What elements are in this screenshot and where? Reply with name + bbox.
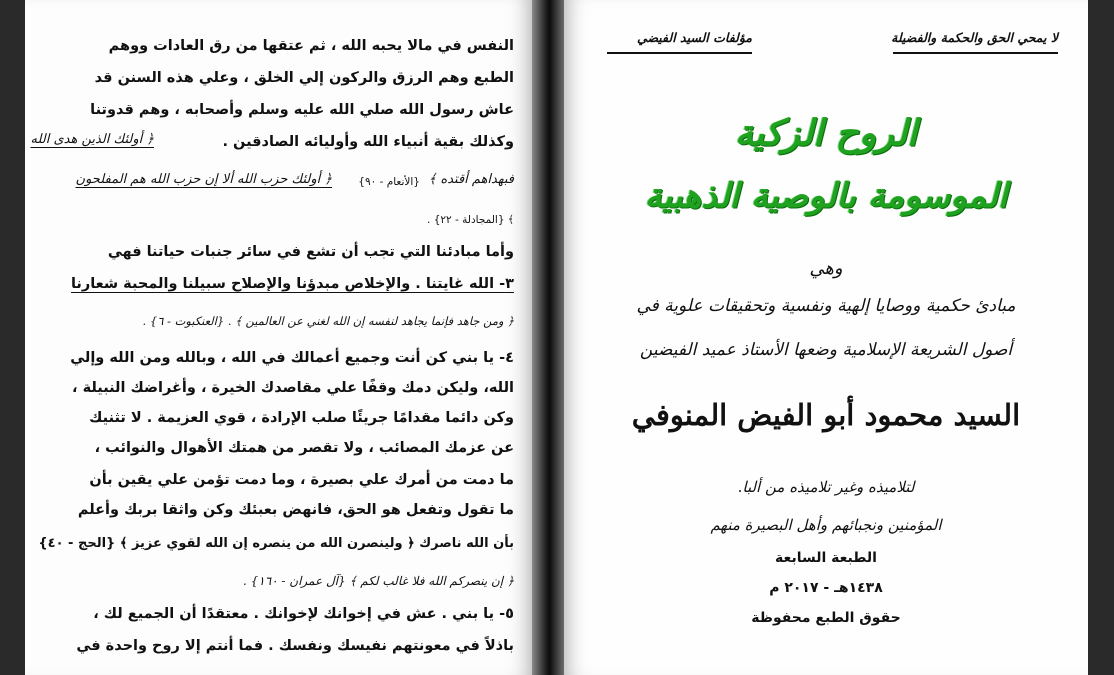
header-underline: [893, 52, 1058, 54]
quran-verse: فبهداهم أقتده ﴾: [428, 172, 514, 187]
text-line: الله، وليكن دمك وقفًا علي مقاصدك الخيرة ، وأغراضك النبيلة ،: [72, 380, 514, 396]
connector-word: وهي: [809, 258, 843, 279]
text-line: عاش رسول الله صلي الله عليه وسلم وأصحابه ، وهم قدوتنا: [90, 102, 514, 118]
publication-year: ١٤٣٨هـ - ٢٠١٧ م: [769, 580, 883, 596]
header-underline: [607, 52, 752, 54]
text-line: النفس في مالا يحبه الله ، ثم عتقها من رق العادات ووهم: [108, 38, 514, 54]
left-page: [25, 0, 532, 675]
text-line: باذلاً في معونتهم نفيسك ونفسك . فما أنتم إلا روح واحدة في: [76, 638, 514, 654]
book-title: الروح الزكية: [734, 112, 918, 154]
header-series: مؤلفات السيد الفيضي: [637, 30, 752, 45]
quran-verse: ﴿ أولئك الذين هدى الله: [30, 132, 154, 147]
verse-reference: ﴾ {المجادلة - ٢٢} .: [427, 214, 514, 226]
book-gutter: [532, 0, 564, 675]
dedication-line: المؤمنين ونجبائهم وأهل البصيرة منهم: [710, 516, 942, 534]
right-page: [564, 0, 1088, 675]
quran-verse: ﴿ ومن جاهد فإنما يجاهد لنفسه إن الله لغني عن العالمين ﴾ . {العنكبوت - ٦} .: [142, 314, 514, 328]
text-line: ٥- يا بني . عش في إخوانك لإخوانك . معتقدًا أن الجميع لك ،: [93, 606, 514, 622]
text-line: وكذلك بقية أنبياء الله وأوليائه الصادقين .: [222, 134, 514, 150]
text-line: بأن الله ناصرك ﴿ ولينصرن الله من ينصره إن الله لقوي عزيز ﴾ {الحج - ٤٠}: [38, 536, 514, 551]
text-line: ٣- الله غايتنا . والإخلاص مبدؤنا والإصلاح سبيلنا والمحبة شعارنا: [70, 276, 514, 292]
description-line: مبادئ حكمية ووصايا إلهية ونفسية وتحقيقات علوية في: [636, 296, 1016, 316]
text-line: عن عزمك المصائب ، ولا تقصر من همتك الأهوال والنوائب ،: [94, 440, 514, 456]
quran-verse: ﴿ أولئك حزب الله ألا إن حزب الله هم المفلحون: [75, 172, 332, 187]
copyright-notice: حقوق الطبع محفوظة: [751, 610, 901, 626]
text-line: ٤- يا بني كن أنت وجميع أعمالك في الله ، وبالله ومن الله وإلي: [70, 350, 514, 366]
text-line: وأما مبادئنا التي تجب أن تشع في سائر جنبات حياتنا فهي: [107, 244, 514, 260]
verse-reference: {الأنعام - ٩٠}: [358, 176, 420, 188]
text-line: ما دمت من أمرك علي بصيرة ، وما دمت تؤمن علي يقين بأن: [89, 472, 514, 488]
description-line: أصول الشريعة الإسلامية وضعها الأستاذ عميد الفيضين: [639, 340, 1013, 360]
dedication-line: لتلاميذه وغير تلاميذه من ألبا.: [737, 478, 915, 496]
text-line: وكن دائما مقدامًا جريئًا صلب الإرادة ، قوي العزيمة . لا تثنيك: [89, 410, 514, 426]
book-subtitle: الموسومة بالوصية الذهبية: [644, 176, 1008, 216]
header-motto: لا يمحي الحق والحكمة والفضيلة: [891, 30, 1058, 45]
edition-label: الطبعة السابعة: [775, 550, 877, 566]
text-line: الطبع وهم الرزق والركون إلي الخلق ، وعلي هذه السنن قد: [94, 70, 514, 86]
author-name: السيد محمود أبو الفيض المنوفي: [631, 398, 1021, 432]
text-line: ما تقول وتفعل هو الحق، فانهض بعبئك وكن واثقا بربك وأعلم: [77, 502, 514, 518]
quran-verse: ﴿ إن ينصركم الله فلا غالب لكم ﴾ {آل عمران - ١٦٠} .: [242, 574, 514, 588]
